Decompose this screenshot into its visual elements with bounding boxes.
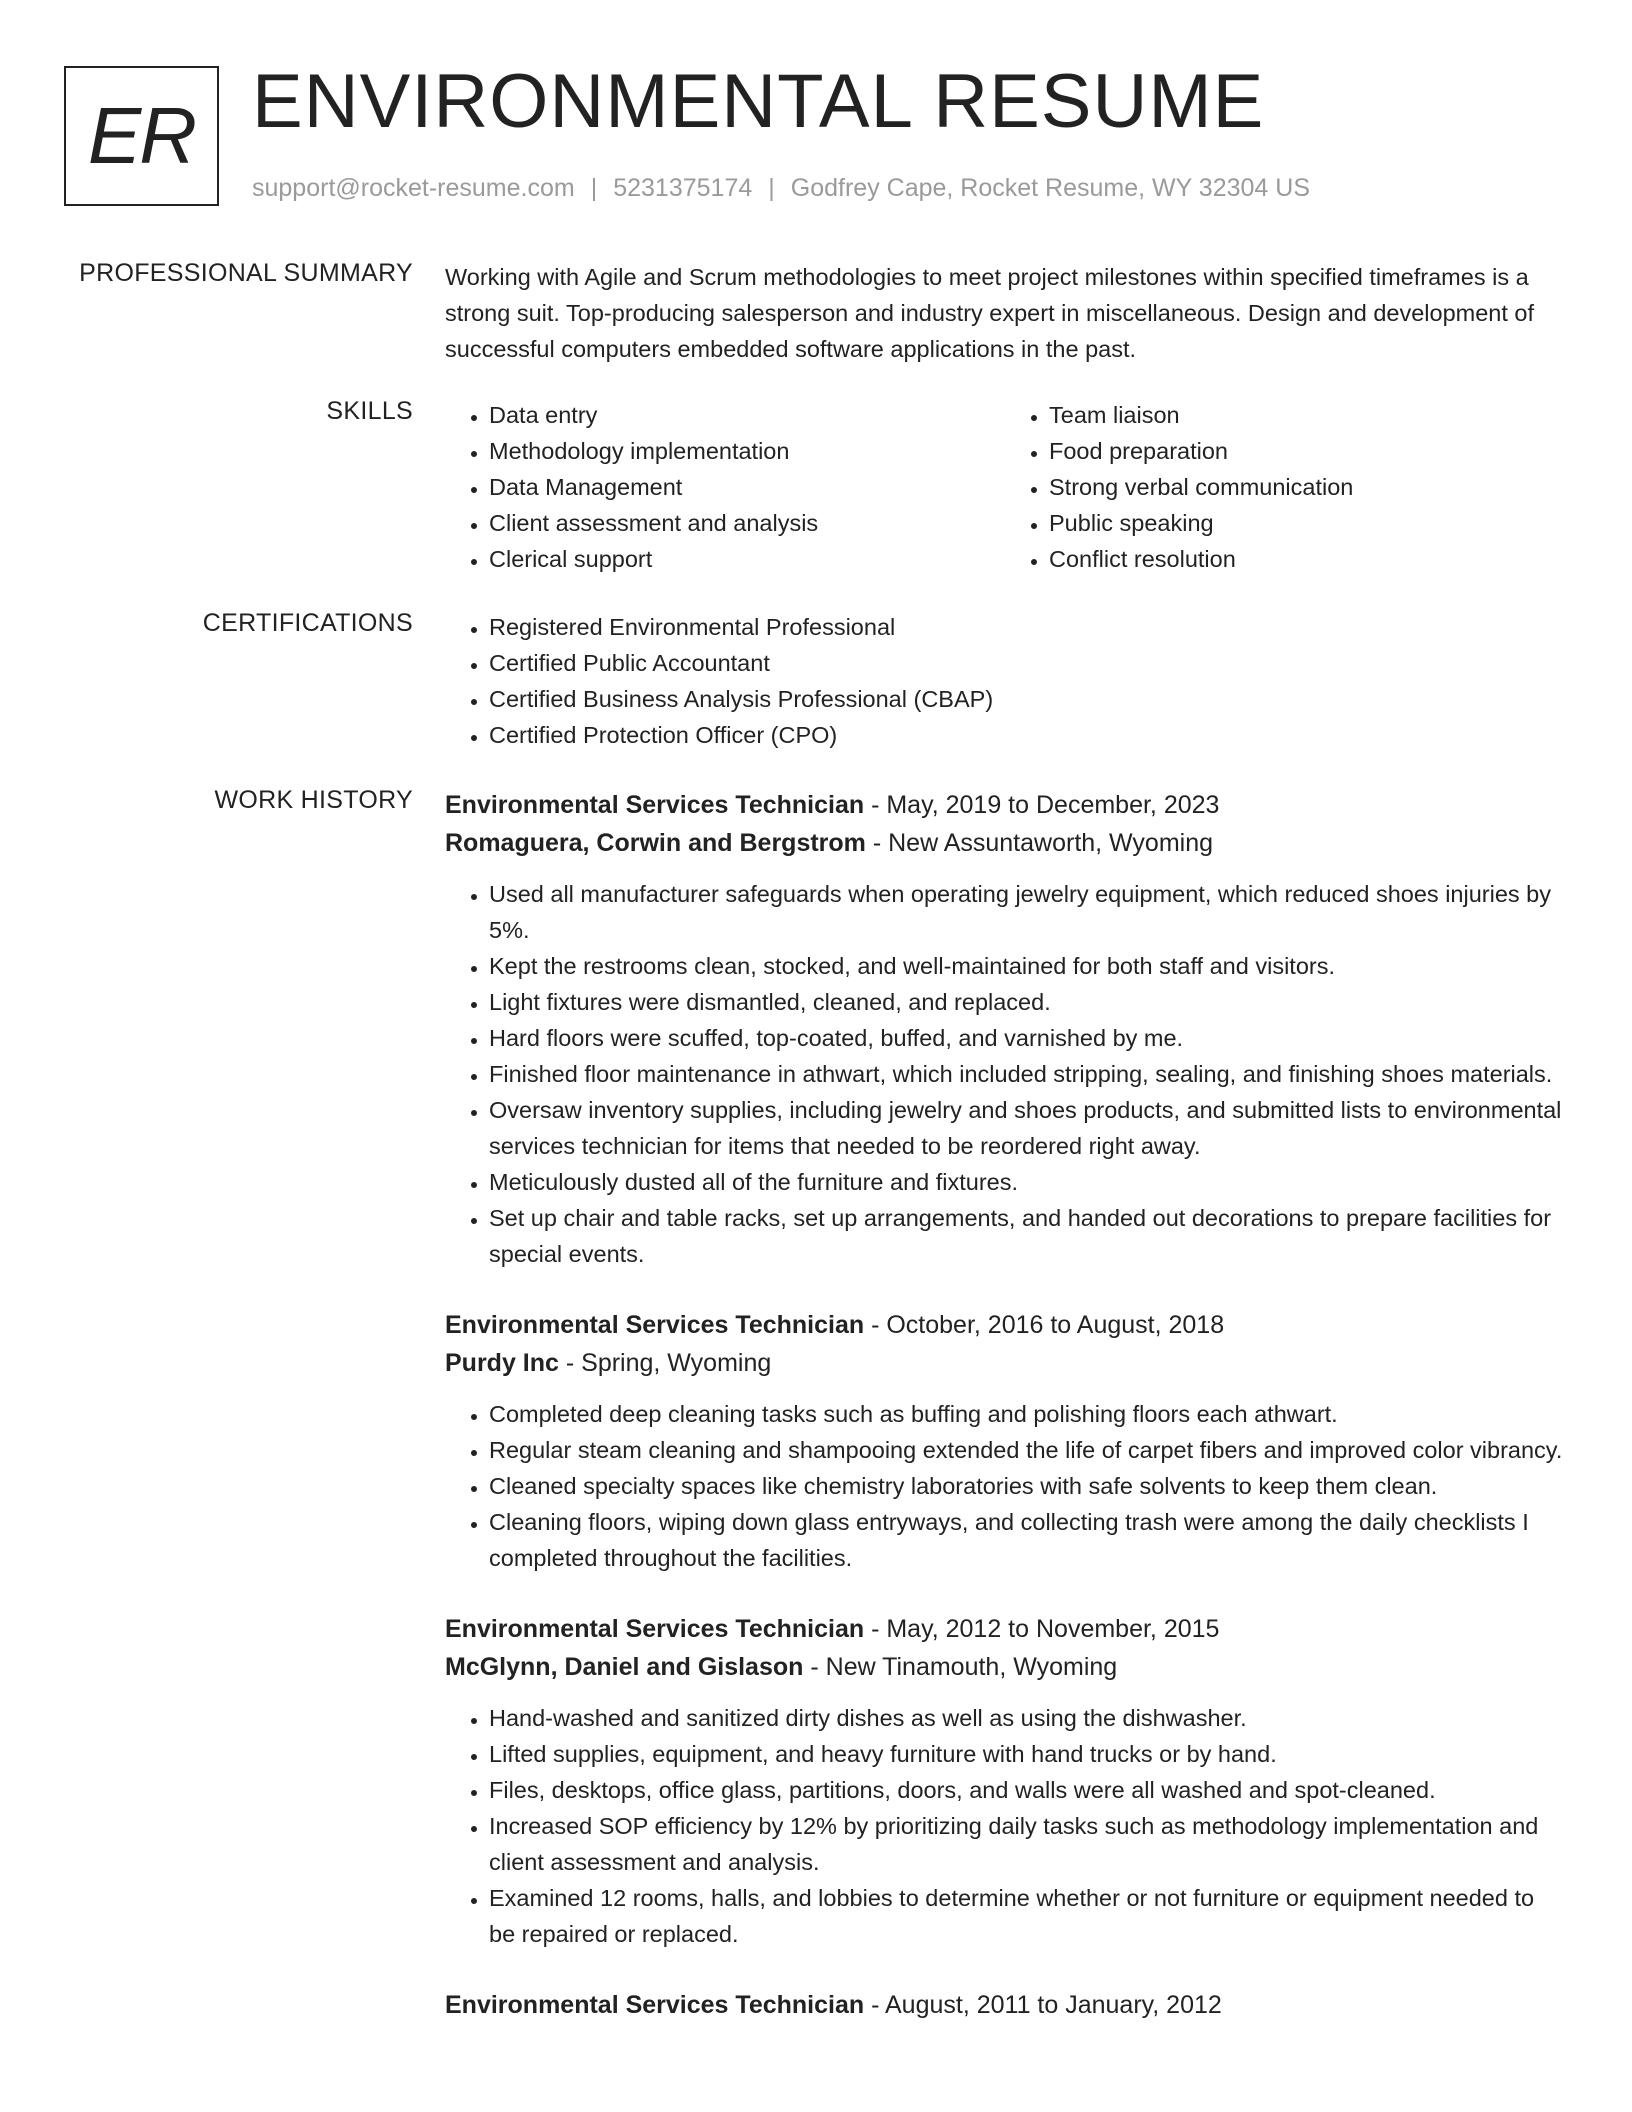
dash: - bbox=[864, 1311, 887, 1339]
skills-columns bbox=[445, 397, 1565, 577]
job-dates: May, 2012 to November, 2015 bbox=[886, 1615, 1220, 1643]
work-history-body bbox=[445, 786, 1565, 2024]
list-item: • Files, desktops, office glass, partitions, doors, and walls were all washed and spot-cleaned. bbox=[489, 1772, 1565, 1808]
monogram-logo bbox=[64, 66, 219, 206]
list-item: • Cleaning floors, wiping down glass entryways, and collecting trash were among the daily checklists I completed throughout the facilities. bbox=[489, 1504, 1565, 1576]
skills-list-left bbox=[445, 397, 1005, 577]
list-item: • Methodology implementation bbox=[489, 433, 1005, 469]
monogram-text: ER bbox=[87, 91, 196, 180]
job-title-line bbox=[445, 1306, 1565, 1344]
list-item: • Kept the restrooms clean, stocked, and well-maintained for both staff and visitors. bbox=[489, 948, 1565, 984]
list-item: • Conflict resolution bbox=[1049, 541, 1565, 577]
list-item: • Food preparation bbox=[1049, 433, 1565, 469]
contact-separator: | bbox=[768, 174, 775, 202]
section-label: CERTIFICATIONS bbox=[202, 609, 413, 637]
section-label: WORK HISTORY bbox=[214, 786, 413, 814]
list-item: • Used all manufacturer safeguards when operating jewelry equipment, which reduced shoes injuries by 5%. bbox=[489, 876, 1565, 948]
job-title-line bbox=[445, 1986, 1565, 2024]
job-company-line bbox=[445, 1648, 1565, 1686]
job-location: New Tinamouth, Wyoming bbox=[825, 1653, 1118, 1681]
job-company: McGlynn, Daniel and Gislason bbox=[445, 1653, 804, 1681]
list-item: • Completed deep cleaning tasks such as buffing and polishing floors each athwart. bbox=[489, 1396, 1565, 1432]
job-title-line bbox=[445, 786, 1565, 824]
job-title: Environmental Services Technician bbox=[445, 1991, 865, 2019]
job-bullets bbox=[445, 1396, 1565, 1576]
job-entry bbox=[445, 1986, 1565, 2024]
list-item: • Certified Business Analysis Professional (CBAP) bbox=[489, 681, 1565, 717]
job-dates: August, 2011 to January, 2012 bbox=[884, 1991, 1222, 2019]
list-item: • Client assessment and analysis bbox=[489, 505, 1005, 541]
job-bullets bbox=[445, 876, 1565, 1272]
section-label: PROFESSIONAL SUMMARY bbox=[79, 259, 413, 287]
job-location: New Assuntaworth, Wyoming bbox=[888, 829, 1214, 857]
dash: - bbox=[864, 1615, 887, 1643]
list-item: • Public speaking bbox=[1049, 505, 1565, 541]
list-item: • Regular steam cleaning and shampooing extended the life of carpet fibers and improved color vibrancy. bbox=[489, 1432, 1565, 1468]
list-item: • Clerical support bbox=[489, 541, 1005, 577]
job-entry bbox=[445, 1306, 1565, 1576]
list-item: • Data entry bbox=[489, 397, 1005, 433]
list-item: • Finished floor maintenance in athwart, which included stripping, sealing, and finishing shoes materials. bbox=[489, 1056, 1565, 1092]
job-title: Environmental Services Technician bbox=[445, 791, 865, 819]
list-item: • Lifted supplies, equipment, and heavy furniture with hand trucks or by hand. bbox=[489, 1736, 1565, 1772]
contact-line bbox=[252, 174, 1310, 203]
resume-title: ENVIRONMENTAL RESUME bbox=[252, 59, 1265, 144]
certifications-list bbox=[445, 609, 1565, 753]
list-item: • Oversaw inventory supplies, including jewelry and shoes products, and submitted lists to environmental services technician for items that needed to be reordered right away. bbox=[489, 1092, 1565, 1164]
job-company-line bbox=[445, 1344, 1565, 1382]
skills-list-right bbox=[1005, 397, 1565, 577]
job-dates: October, 2016 to August, 2018 bbox=[886, 1311, 1225, 1339]
list-item: • Hand-washed and sanitized dirty dishes as well as using the dishwasher. bbox=[489, 1700, 1565, 1736]
list-item: • Hard floors were scuffed, top-coated, buffed, and varnished by me. bbox=[489, 1020, 1565, 1056]
job-company: Purdy Inc bbox=[445, 1349, 559, 1377]
dash: - bbox=[865, 829, 889, 857]
list-item: • Light fixtures were dismantled, cleaned, and replaced. bbox=[489, 984, 1565, 1020]
job-location: Spring, Wyoming bbox=[581, 1349, 772, 1377]
list-item: • Data Management bbox=[489, 469, 1005, 505]
list-item: • Increased SOP efficiency by 12% by prioritizing daily tasks such as methodology implementation and client assessment and analysis. bbox=[489, 1808, 1565, 1880]
contact-separator: | bbox=[590, 174, 598, 202]
summary-text: Working with Agile and Scrum methodologies to meet project milestones within specified timeframes is a strong suit. Top-producing salesperson and industry expert in miscellaneous. Design and development of successful computers embedded software applications in the past. bbox=[445, 264, 1535, 362]
job-entry bbox=[445, 786, 1565, 1272]
dash: - bbox=[803, 1653, 826, 1681]
job-company-line bbox=[445, 824, 1565, 862]
job-company: Romaguera, Corwin and Bergstrom bbox=[445, 829, 866, 857]
job-entry bbox=[445, 1610, 1565, 1952]
job-title: Environmental Services Technician bbox=[445, 1615, 865, 1643]
certifications-body bbox=[445, 609, 1565, 753]
list-item: • Team liaison bbox=[1049, 397, 1565, 433]
dash: - bbox=[864, 791, 887, 819]
contact-email[interactable]: support@rocket-resume.com bbox=[252, 174, 575, 202]
list-item: • Registered Environmental Professional bbox=[489, 609, 1565, 645]
contact-address: Godfrey Cape, Rocket Resume, WY 32304 US bbox=[790, 174, 1310, 202]
list-item: • Meticulously dusted all of the furniture and fixtures. bbox=[489, 1164, 1565, 1200]
list-item: • Strong verbal communication bbox=[1049, 469, 1565, 505]
dash: - bbox=[558, 1349, 582, 1377]
list-item: • Examined 12 rooms, halls, and lobbies to determine whether or not furniture or equipment needed to be repaired or replaced. bbox=[489, 1880, 1565, 1952]
list-item: • Set up chair and table racks, set up arrangements, and handed out decorations to prepare facilities for special events. bbox=[489, 1200, 1565, 1272]
section-label: SKILLS bbox=[326, 397, 413, 425]
job-title: Environmental Services Technician bbox=[445, 1311, 865, 1339]
contact-phone[interactable]: 5231375174 bbox=[613, 174, 753, 202]
list-item: • Cleaned specialty spaces like chemistry laboratories with safe solvents to keep them clean. bbox=[489, 1468, 1565, 1504]
list-item: • Certified Protection Officer (CPO) bbox=[489, 717, 1565, 753]
job-bullets bbox=[445, 1700, 1565, 1952]
dash: - bbox=[864, 1991, 885, 2019]
job-title-line bbox=[445, 1610, 1565, 1648]
job-dates: May, 2019 to December, 2023 bbox=[886, 791, 1220, 819]
list-item: • Certified Public Accountant bbox=[489, 645, 1565, 681]
